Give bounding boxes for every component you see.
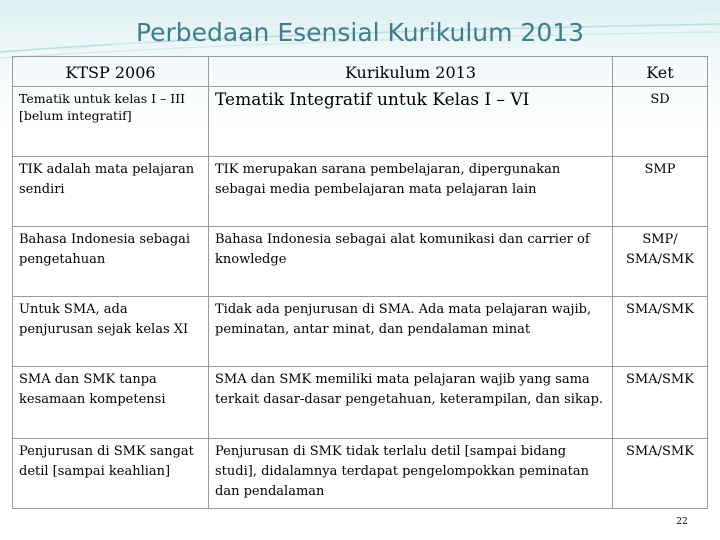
cell-kurikulum-2013: TIK merupakan sarana pembelajaran, dipergunakan sebagai media pembelajaran mata pelajaran lain bbox=[209, 157, 613, 227]
table-header-row bbox=[13, 57, 708, 87]
cell-ket: SMA/SMK bbox=[613, 367, 708, 439]
cell-ket: SMP bbox=[613, 157, 708, 227]
cell-ket: SMA/SMK bbox=[613, 439, 708, 509]
cell-ktsp: Tematik untuk kelas I – III [belum integratif] bbox=[13, 87, 209, 157]
cell-kurikulum-2013: SMA dan SMK memiliki mata pelajaran wajib yang sama terkait dasar-dasar pengetahuan, keterampilan, dan sikap. bbox=[209, 367, 613, 439]
table-row bbox=[13, 157, 708, 227]
table-row bbox=[13, 227, 708, 297]
cell-kurikulum-2013: Penjurusan di SMK tidak terlalu detil [sampai bidang studi], didalamnya terdapat pengelompokkan peminatan dan pendalaman bbox=[209, 439, 613, 509]
slide-title: Perbedaan Esensial Kurikulum 2013 bbox=[135, 18, 585, 47]
page-number: 22 bbox=[676, 517, 688, 527]
header-ket: Ket bbox=[613, 57, 708, 87]
cell-ket: SMA/SMK bbox=[613, 297, 708, 367]
table-row bbox=[13, 297, 708, 367]
cell-ket: SMP/ SMA/SMK bbox=[613, 227, 708, 297]
header-kurikulum-2013: Kurikulum 2013 bbox=[209, 57, 613, 87]
header-ktsp: KTSP 2006 bbox=[13, 57, 209, 87]
table-row bbox=[13, 87, 708, 157]
cell-kurikulum-2013: Tematik Integratif untuk Kelas I – VI bbox=[209, 87, 613, 157]
cell-ktsp: Bahasa Indonesia sebagai pengetahuan bbox=[13, 227, 209, 297]
table-row bbox=[13, 367, 708, 439]
cell-ktsp: SMA dan SMK tanpa kesamaan kompetensi bbox=[13, 367, 209, 439]
table-row bbox=[13, 439, 708, 509]
cell-kurikulum-2013: Tidak ada penjurusan di SMA. Ada mata pelajaran wajib, peminatan, antar minat, dan pendalaman minat bbox=[209, 297, 613, 367]
comparison-table bbox=[12, 56, 708, 509]
cell-ktsp: Untuk SMA, ada penjurusan sejak kelas XI bbox=[13, 297, 209, 367]
cell-kurikulum-2013: Bahasa Indonesia sebagai alat komunikasi dan carrier of knowledge bbox=[209, 227, 613, 297]
cell-ket: SD bbox=[613, 87, 708, 157]
cell-ktsp: Penjurusan di SMK sangat detil [sampai keahlian] bbox=[13, 439, 209, 509]
cell-ktsp: TIK adalah mata pelajaran sendiri bbox=[13, 157, 209, 227]
